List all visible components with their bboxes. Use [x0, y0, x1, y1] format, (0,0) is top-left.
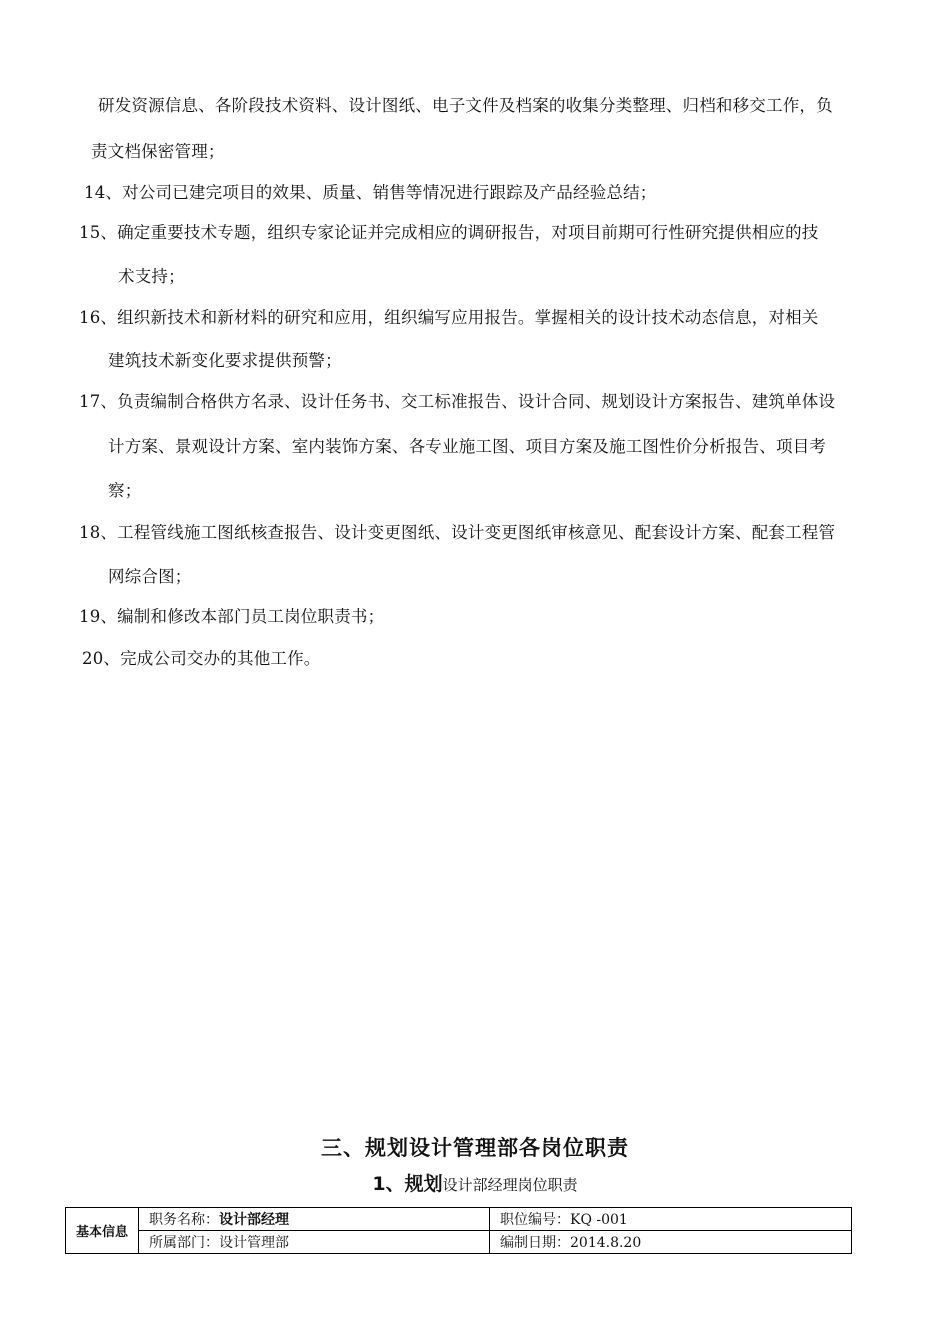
- section-title: 三、规划设计管理部各岗位职责: [321, 1136, 629, 1160]
- list-item-16: 16、组织新技术和新材料的研究和应用，组织编写应用报告。掌握相关的设计技术动态信息，对相关: [79, 308, 819, 327]
- position-cell: [139, 1208, 490, 1231]
- dept-value: 设计管理部: [219, 1235, 289, 1251]
- date-value: 2014.8.20: [570, 1235, 642, 1251]
- body-line: 察；: [108, 481, 142, 500]
- list-item-19: 19、编制和修改本部门员工岗位职责书；: [79, 607, 385, 626]
- sub-title-rest: 设计部经理岗位职责: [442, 1176, 578, 1194]
- body-line: 建筑技术新变化要求提供预警；: [108, 351, 342, 370]
- code-label: 职位编号：: [500, 1212, 570, 1228]
- table-row: [66, 1208, 852, 1231]
- table-header-cell: 基本信息: [66, 1208, 139, 1254]
- basic-info-table: [65, 1207, 852, 1254]
- list-item-17: 17、负责编制合格供方名录、设计任务书、交工标准报告、设计合同、规划设计方案报告、建筑单体设: [79, 392, 836, 411]
- date-cell: [490, 1231, 852, 1254]
- body-line: 术支持；: [118, 267, 185, 286]
- sub-title: [0, 1169, 950, 1196]
- body-line: 网综合图；: [108, 567, 192, 586]
- list-item-14: 14、对公司已建完项目的效果、质量、销售等情况进行跟踪及产品经验总结；: [84, 183, 657, 202]
- body-line: 研发资源信息、各阶段技术资料、设计图纸、电子文件及档案的收集分类整理、归档和移交工作，负: [98, 96, 833, 115]
- sub-title-bold: 1、规划: [372, 1173, 443, 1195]
- body-line: 计方案、景观设计方案、室内装饰方案、各专业施工图、项目方案及施工图性价分析报告、项目考: [108, 437, 827, 456]
- list-item-18: 18、工程管线施工图纸核查报告、设计变更图纸、设计变更图纸审核意见、配套设计方案、配套工程管: [79, 523, 836, 542]
- list-item-15: 15、确定重要技术专题，组织专家论证并完成相应的调研报告，对项目前期可行性研究提供相应的技: [79, 223, 819, 242]
- dept-cell: [139, 1231, 490, 1254]
- dept-label: 所属部门：: [149, 1235, 219, 1251]
- code-cell: [490, 1208, 852, 1231]
- position-value: 设计部经理: [219, 1212, 289, 1228]
- body-line: 责文档保密管理；: [91, 142, 225, 161]
- table-row: [66, 1231, 852, 1254]
- date-label: 编制日期：: [500, 1235, 570, 1251]
- list-item-20: 20、完成公司交办的其他工作。: [82, 649, 321, 668]
- position-label: 职务名称：: [149, 1212, 219, 1228]
- code-value: KQ -001: [570, 1212, 628, 1228]
